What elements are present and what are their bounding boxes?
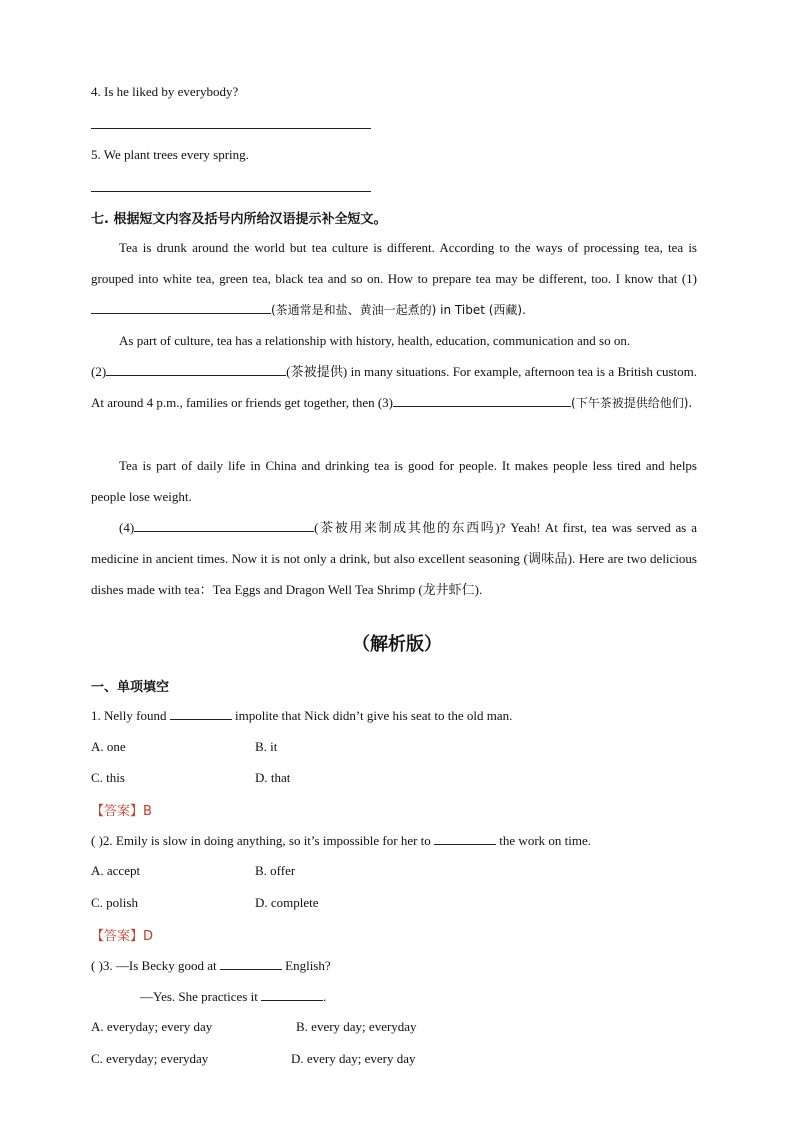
blank-1 (91, 301, 271, 314)
section-1-heading: 一、单项填空 (91, 680, 170, 695)
question-3-blank-2 (261, 988, 323, 1001)
question-2-option-d: D. complete (255, 895, 319, 910)
question-1-answer: 【答案】B (91, 804, 152, 819)
question-1-option-a: A. one (91, 739, 126, 754)
question-1-blank (170, 707, 232, 720)
question-4: 4. Is he liked by everybody? (91, 84, 239, 99)
question-2-option-a: A. accept (91, 863, 141, 878)
question-3-option-a: A. everyday; every day (91, 1019, 213, 1034)
question-2-option-b: B. offer (255, 863, 296, 878)
passage-paragraph-2: As part of culture, tea has a relationship with history, health, education, communication and so on. (119, 333, 631, 348)
passage-paragraph-1: Tea is drunk around the world but tea culture is different. According to the ways of processing tea, tea is grouped into white tea, green tea, black tea and so on. How to prepare tea may be different, too. I know that (1)(茶通常是和盐、黄油一起煮的) in Tibet (西藏). (91, 240, 697, 317)
question-2-blank (434, 832, 496, 845)
analysis-title: （解析版） (352, 634, 442, 655)
passage-paragraph-4: (4) (茶被用来制成其他的东西吗)? Yeah! At first, tea was served as a medicine in ancient times. Now it is not only a drink, but also excellent seasoning (调味品). Here are two delicious dishes made with tea：Tea Eggs and Dragon Well Tea Shrimp (龙井虾仁). (91, 520, 697, 597)
question-3-stem: ( )3. —Is Becky good at English? (91, 958, 331, 973)
blank-3 (393, 394, 571, 407)
question-3-option-b: B. every day; everyday (296, 1019, 417, 1034)
passage-paragraph-2-cont: (2) (茶被提供) in many situations. For example, afternoon tea is a British custom. At around 4 p.m., families or friends get together, then (3) (下午茶被提供给他们). (91, 364, 697, 410)
passage-paragraph-3: Tea is part of daily life in China and drinking tea is good for people. It makes people less tired and helps people lose weight. (91, 458, 697, 504)
answer-line-5 (91, 191, 371, 192)
question-1-option-d: D. that (255, 770, 291, 785)
blank-2 (106, 363, 286, 376)
question-1-option-b: B. it (255, 739, 278, 754)
question-1-option-c: C. this (91, 770, 125, 785)
question-2-option-c: C. polish (91, 895, 138, 910)
question-5: 5. We plant trees every spring. (91, 147, 249, 162)
question-2-answer: 【答案】D (91, 929, 154, 944)
question-3-option-c: C. everyday; everyday (91, 1051, 209, 1066)
question-3-option-d: D. every day; every day (291, 1051, 416, 1066)
answer-line-4 (91, 128, 371, 129)
question-1-stem: 1. Nelly found impolite that Nick didn’t give his seat to the old man. (91, 708, 513, 723)
question-2-stem: ( )2. Emily is slow in doing anything, so it’s impossible for her to the work on time. (91, 833, 592, 848)
blank-4 (134, 519, 314, 532)
question-3-blank-1 (220, 957, 282, 970)
section-7-heading: 七. 根据短文内容及括号内所给汉语提示补全短文。 (91, 212, 387, 227)
question-3-reply: —Yes. She practices it . (140, 989, 327, 1004)
